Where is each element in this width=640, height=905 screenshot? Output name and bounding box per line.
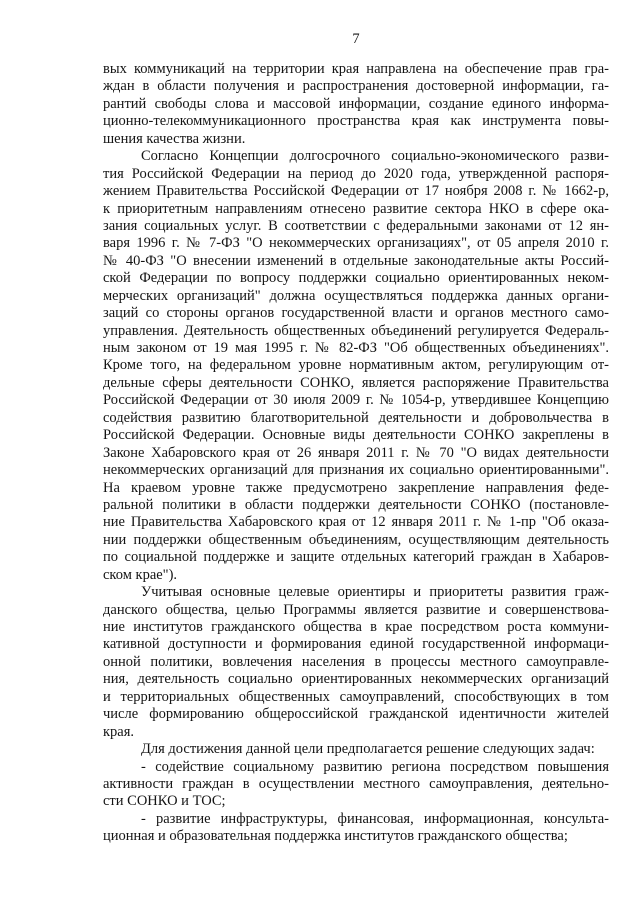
paragraph (103, 584, 609, 741)
text-line: ние Правительства Хабаровского края от 12 января 2011 г. № 1-пр "Об оказа- (103, 514, 609, 531)
paragraph (103, 148, 609, 584)
text-line: мерческих организаций" должна осуществляться поддержка данных органи- (103, 287, 609, 304)
text-line: варя 1996 г. № 7-ФЗ "О некоммерческих организациях", от 05 апреля 2010 г. (103, 235, 609, 252)
paragraph (103, 759, 609, 811)
text-line: На краевом уровне также предусмотрено закрепление направления феде- (103, 479, 609, 496)
text-line: ционно-телекоммуникационного пространства края как инструмента повы- (103, 113, 609, 130)
text-line: Российской Федерации от 30 июля 2009 г. № 1054-р, утвердившее Концепцию (103, 392, 609, 409)
text-line: ской Федерации по вопросу поддержки социально ориентированных неком- (103, 270, 609, 287)
text-line: Согласно Концепции долгосрочного социально-экономического разви- (141, 148, 609, 165)
text-line: числе формированию общероссийской гражданской идентичности жителей (103, 706, 609, 723)
text-line: к приоритетным направлениям отнесено развитие сектора НКО в сфере ока- (103, 200, 609, 217)
text-line: тия Российской Федерации на период до 2020 года, утвержденной распоря- (103, 165, 609, 182)
text-line: Законе Хабаровского края от 26 января 2011 г. № 70 "О видах деятельности (103, 444, 609, 461)
text-line: сти СОНКО и ТОС; (103, 793, 226, 810)
text-line: - развитие инфраструктуры, финансовая, информационная, консульта- (141, 810, 609, 827)
text-line: активности граждан в осуществлении местного самоуправления, деятельно- (103, 775, 609, 792)
text-line: ждан в области получения и распространения достоверной информации, га- (103, 78, 609, 95)
text-line: нии поддержки общественным объединениям, осуществляющим деятельность (103, 531, 609, 548)
text-line: шения качества жизни. (103, 130, 246, 147)
text-line: Российской Федерации. Основные виды деятельности СОНКО закреплены в (103, 427, 609, 444)
text-line: - содействие социальному развитию региона посредством повышения (141, 758, 609, 775)
text-line: рантий свободы слова и массовой информации, создание единого информа- (103, 95, 609, 112)
text-line: кативной доступности и формирования единой государственной информаци- (103, 636, 609, 653)
text-line: некоммерческих организаций для признания их социально ориентированными". (103, 462, 609, 479)
text-line: края. (103, 723, 135, 740)
text-line: Для достижения данной цели предполагается решение следующих задач: (141, 741, 595, 758)
text-line: зания социальных услуг. В соответствии с федеральными законами от 12 ян- (103, 217, 609, 234)
text-line: дельные сферы деятельности СОНКО, является распоряжение Правительства (103, 374, 609, 391)
text-line: жением Правительства Российской Федерации от 17 ноября 2008 г. № 1662-р, (103, 183, 609, 200)
text-line: и территориальных общественных самоуправлений, способствующих в том (103, 688, 609, 705)
text-line: ском крае"). (103, 566, 178, 583)
page-number: 7 (352, 31, 360, 47)
text-line: ние институтов гражданского общества в крае посредством роста коммуни- (103, 619, 609, 635)
text-line: ным законом от 19 мая 1995 г. № 82-ФЗ "Об общественных объединениях". (103, 340, 609, 356)
text-line: Кроме того, на федеральном уровне нормативным актом, регулирующим от- (103, 357, 609, 374)
paragraph (103, 741, 609, 758)
paragraph (103, 811, 609, 846)
text-line: данского общества, целью Программы является развитие и совершенствова- (103, 601, 609, 618)
document-body (103, 61, 609, 846)
text-line: № 40-ФЗ "О внесении изменений в отдельные законодательные акты Россий- (103, 252, 609, 269)
text-line: содействия развитию благотворительной деятельности и добровольчества в (103, 409, 609, 426)
text-line: заций со стороны органов государственной власти и органов местного само- (103, 305, 609, 322)
text-line: онной политики, вовлечения населения в процессы местного самоуправле- (103, 653, 609, 670)
text-line: вых коммуникаций на территории края направлена на обеспечение прав гра- (103, 61, 609, 77)
text-line: Учитывая основные целевые ориентиры и приоритеты развития граж- (141, 584, 609, 601)
text-line: ния, деятельность социально ориентированных некоммерческих организаций (103, 671, 609, 688)
paragraph (103, 61, 609, 148)
text-line: управления. Деятельность общественных объединений регулируется Федераль- (103, 322, 609, 339)
text-line: по социальной поддержке и защите отдельных категорий граждан в Хабаров- (103, 549, 609, 566)
text-line: ционная и образовательная поддержка институтов гражданского общества; (103, 828, 568, 845)
text-line: ральной политики в области поддержки деятельности СОНКО (постановле- (103, 496, 609, 513)
